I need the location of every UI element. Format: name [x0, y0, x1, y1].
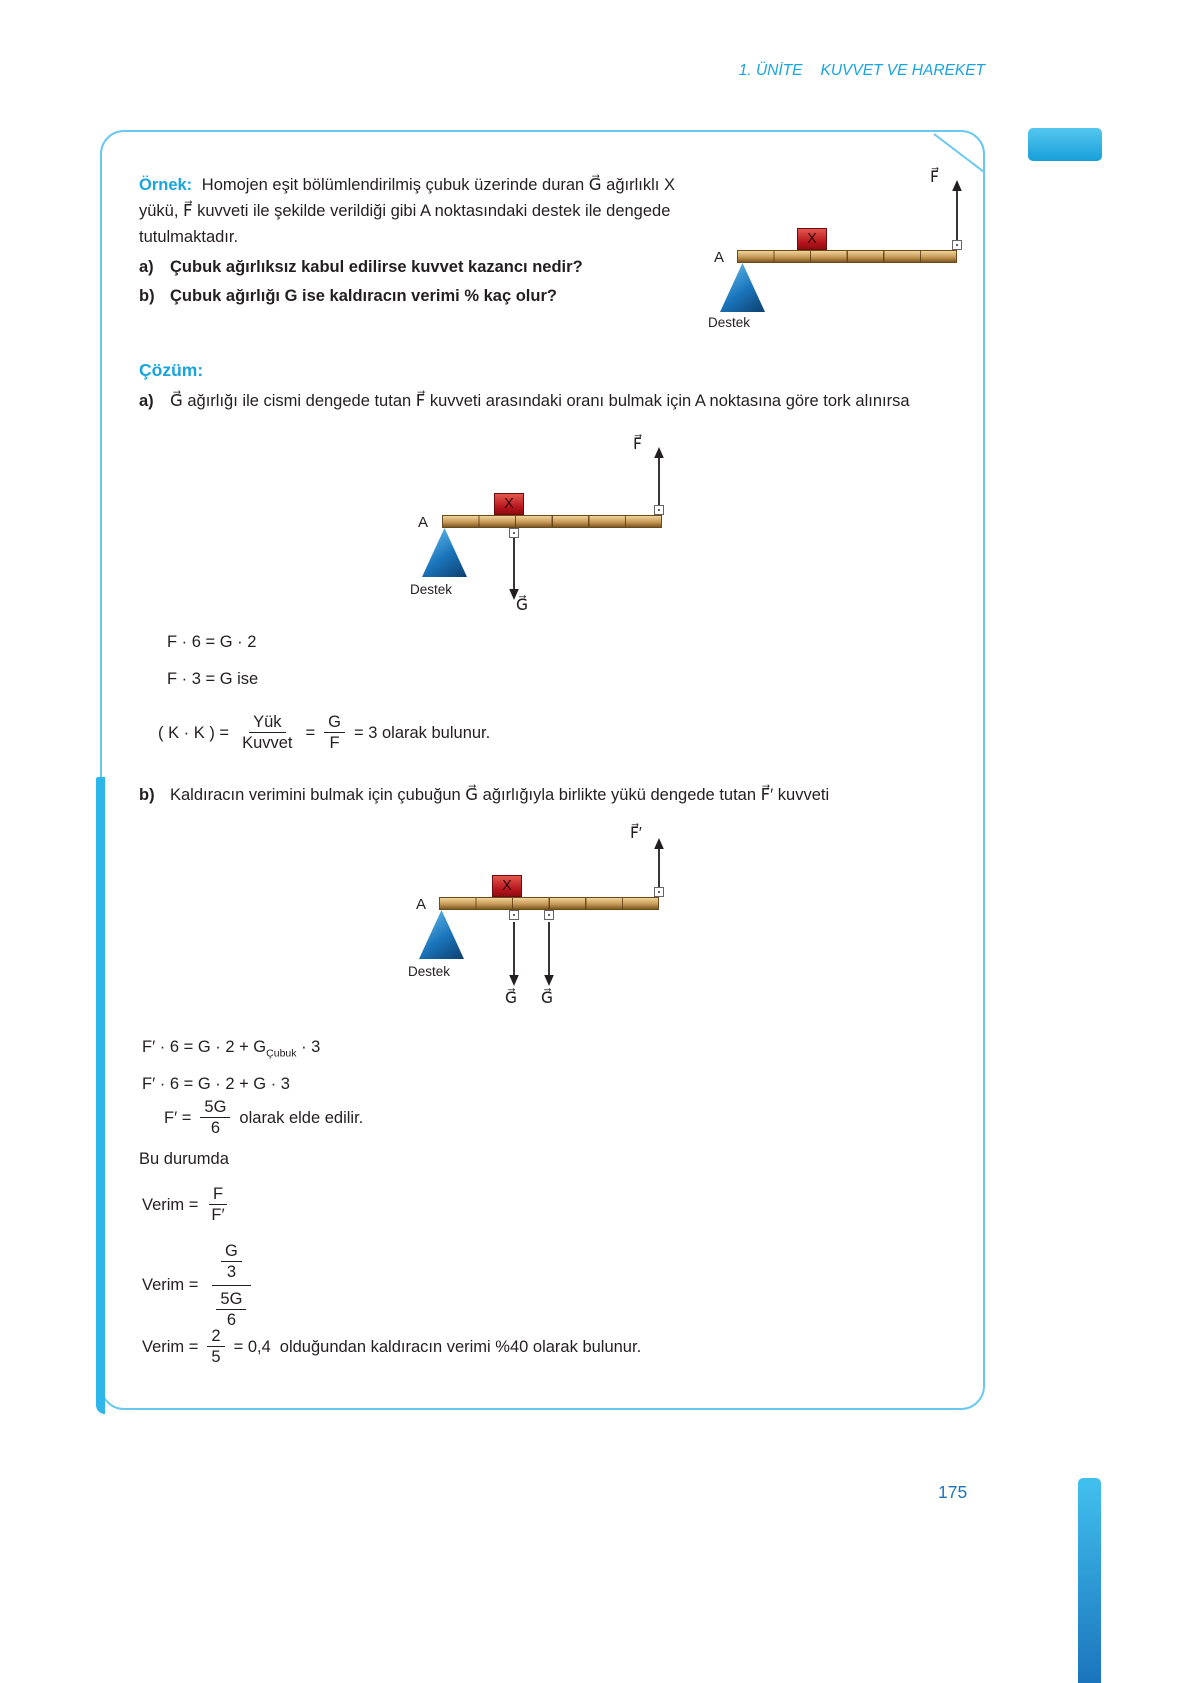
equation-f6: F · 6 = G · 2 — [167, 633, 257, 651]
fraction-2-5 — [207, 1326, 224, 1367]
b3-lhs: F′ = — [164, 1108, 192, 1127]
solution-item-a — [139, 388, 939, 414]
solution-item-b-label: b) — [139, 786, 155, 804]
bottom-edge-bar — [1078, 1478, 1101, 1683]
force-f-label: F⃗ — [633, 436, 642, 453]
pivot-marker — [654, 887, 664, 897]
support-label: Destek — [408, 964, 451, 979]
load-box — [797, 228, 827, 250]
load-point-marker — [509, 910, 519, 920]
load-label: X — [807, 231, 817, 247]
point-a-label: A — [416, 896, 427, 913]
equation-verim-2 — [142, 1239, 255, 1330]
equation-b1 — [142, 1035, 320, 1065]
example-item-b — [139, 283, 759, 309]
example-item-a-label: a) — [139, 258, 154, 276]
fraction-5g-6 — [216, 1289, 246, 1330]
pivot-marker — [952, 240, 962, 250]
load-label: X — [504, 496, 514, 512]
fraction-denominator: F′ — [211, 1206, 225, 1224]
equation-b1-post: · 3 — [296, 1038, 321, 1056]
fraction-numerator: Yük — [249, 712, 285, 733]
verim3-mid: = 0,4 — [233, 1337, 271, 1356]
solution-item-b-text: Kaldıracın verimini bulmak için çubuğun G⃗ ağırlığıyla birlikte yükü dengede tutan F⃗′ kuvveti — [170, 786, 830, 804]
force-f-prime-label: F⃗′ — [630, 825, 642, 842]
fraction-numerator: 2 — [207, 1326, 224, 1347]
lever-bar — [737, 250, 957, 263]
solution-item-b — [139, 782, 979, 808]
equation-kk — [158, 712, 490, 753]
verim2-lhs: Verim = — [142, 1275, 199, 1294]
example-item-b-text: Çubuk ağırlığı G ise kaldıracın verimi % kaç olur? — [170, 287, 557, 305]
weight-arrow-down-icon — [507, 922, 521, 986]
example-item-a — [139, 254, 759, 280]
equation-verim-3 — [142, 1326, 641, 1367]
diagram-solution-b — [402, 812, 702, 1017]
kk-rhs: = 3 olarak bulunur. — [354, 723, 491, 742]
solution-item-a-label: a) — [139, 392, 154, 410]
side-tab — [1028, 128, 1102, 161]
fraction-denominator: F — [329, 734, 340, 752]
solution-item-a-text: G⃗ ağırlığı ile cismi dengede tutan F⃗ kuvveti arasındaki oranı bulmak için A noktasına göre tork alınırsa — [170, 392, 910, 410]
unit-number: 1. ÜNİTE — [738, 62, 803, 79]
fraction-denominator: 6 — [210, 1119, 220, 1137]
left-accent-bar — [96, 777, 105, 1414]
support-triangle-icon — [422, 528, 467, 577]
lever-bar — [439, 897, 659, 910]
fraction-5g-6 — [200, 1097, 230, 1138]
text-bu-durumda: Bu durumda — [139, 1150, 229, 1168]
pivot-marker — [654, 505, 664, 515]
kk-lhs: ( K · K ) = — [158, 723, 230, 742]
fraction-denominator: Kuvvet — [242, 734, 293, 752]
equation-b2: F′ · 6 = G · 2 + G · 3 — [142, 1075, 290, 1093]
verim3-lhs: Verim = — [142, 1337, 199, 1356]
support-label: Destek — [410, 582, 453, 597]
weight-arrow-down-icon — [542, 922, 556, 986]
equation-f-prime — [164, 1097, 363, 1138]
center-point-marker — [544, 910, 554, 920]
load-label: X — [502, 878, 512, 894]
kk-equals: = — [305, 723, 316, 742]
equation-b1-pre: F′ · 6 = G · 2 + G — [142, 1038, 267, 1056]
support-label: Destek — [708, 315, 751, 330]
lever-bar — [442, 515, 662, 528]
outer-numerator — [212, 1239, 251, 1286]
fraction-numerator: G — [221, 1241, 242, 1262]
force-f-label: F⃗ — [930, 169, 939, 186]
equation-b1-subscript: Çubuk — [266, 1047, 297, 1060]
fraction-denominator: 5 — [211, 1348, 221, 1366]
fraction-yuk-kuvvet — [238, 712, 296, 753]
verim1-lhs: Verim = — [142, 1195, 199, 1214]
fraction-numerator: F — [209, 1184, 227, 1205]
verim3-tail: olduğundan kaldıracın verimi %40 olarak bulunur. — [279, 1337, 642, 1356]
weight-arrow-down-icon — [507, 538, 521, 600]
point-a-label: A — [714, 249, 725, 266]
point-a-label: A — [418, 514, 429, 531]
unit-header — [739, 62, 985, 80]
unit-title: KUVVET VE HAREKET — [820, 62, 985, 79]
diagram-example — [702, 162, 987, 332]
fraction-numerator: 5G — [200, 1097, 230, 1118]
b3-rhs: olarak elde edilir. — [239, 1108, 364, 1127]
support-triangle-icon — [720, 263, 765, 312]
equation-f3: F · 3 = G ise — [167, 670, 259, 688]
fraction-denominator: 3 — [226, 1263, 236, 1281]
page-number: 175 — [938, 1482, 968, 1502]
example-item-a-text: Çubuk ağırlıksız kabul edilirse kuvvet kazancı nedir? — [170, 258, 583, 276]
diagram-solution-a — [402, 432, 702, 632]
load-box — [494, 493, 524, 515]
example-paragraph — [139, 172, 714, 250]
load-box — [492, 875, 522, 897]
content-box — [100, 130, 985, 1410]
weight-g-label: G⃗ — [505, 990, 518, 1007]
weight-g-label: G⃗ — [541, 990, 554, 1007]
fraction-numerator: 5G — [216, 1289, 246, 1310]
load-point-marker — [509, 528, 519, 538]
outer-denominator — [207, 1286, 255, 1330]
fraction-g-3 — [221, 1241, 242, 1282]
support-triangle-icon — [419, 910, 464, 959]
fraction-numerator: G — [324, 712, 345, 733]
fraction-g-f — [324, 712, 345, 753]
fraction-denominator: 6 — [226, 1311, 236, 1329]
equation-verim-1 — [142, 1184, 229, 1225]
solution-label: Çözüm: — [139, 360, 204, 380]
example-body: Homojen eşit bölümlendirilmiş çubuk üzerinde duran G⃗ ağırlıklı X yükü, F⃗ kuvveti ile şekilde verildiği gibi A noktasındaki destek ile dengede tutulmaktadır. — [139, 176, 675, 246]
fraction-f-fprime — [207, 1184, 228, 1225]
example-label: Örnek: — [139, 176, 193, 194]
nested-fraction — [207, 1239, 255, 1330]
example-item-b-label: b) — [139, 287, 155, 305]
weight-g-label: G⃗ — [516, 597, 529, 614]
